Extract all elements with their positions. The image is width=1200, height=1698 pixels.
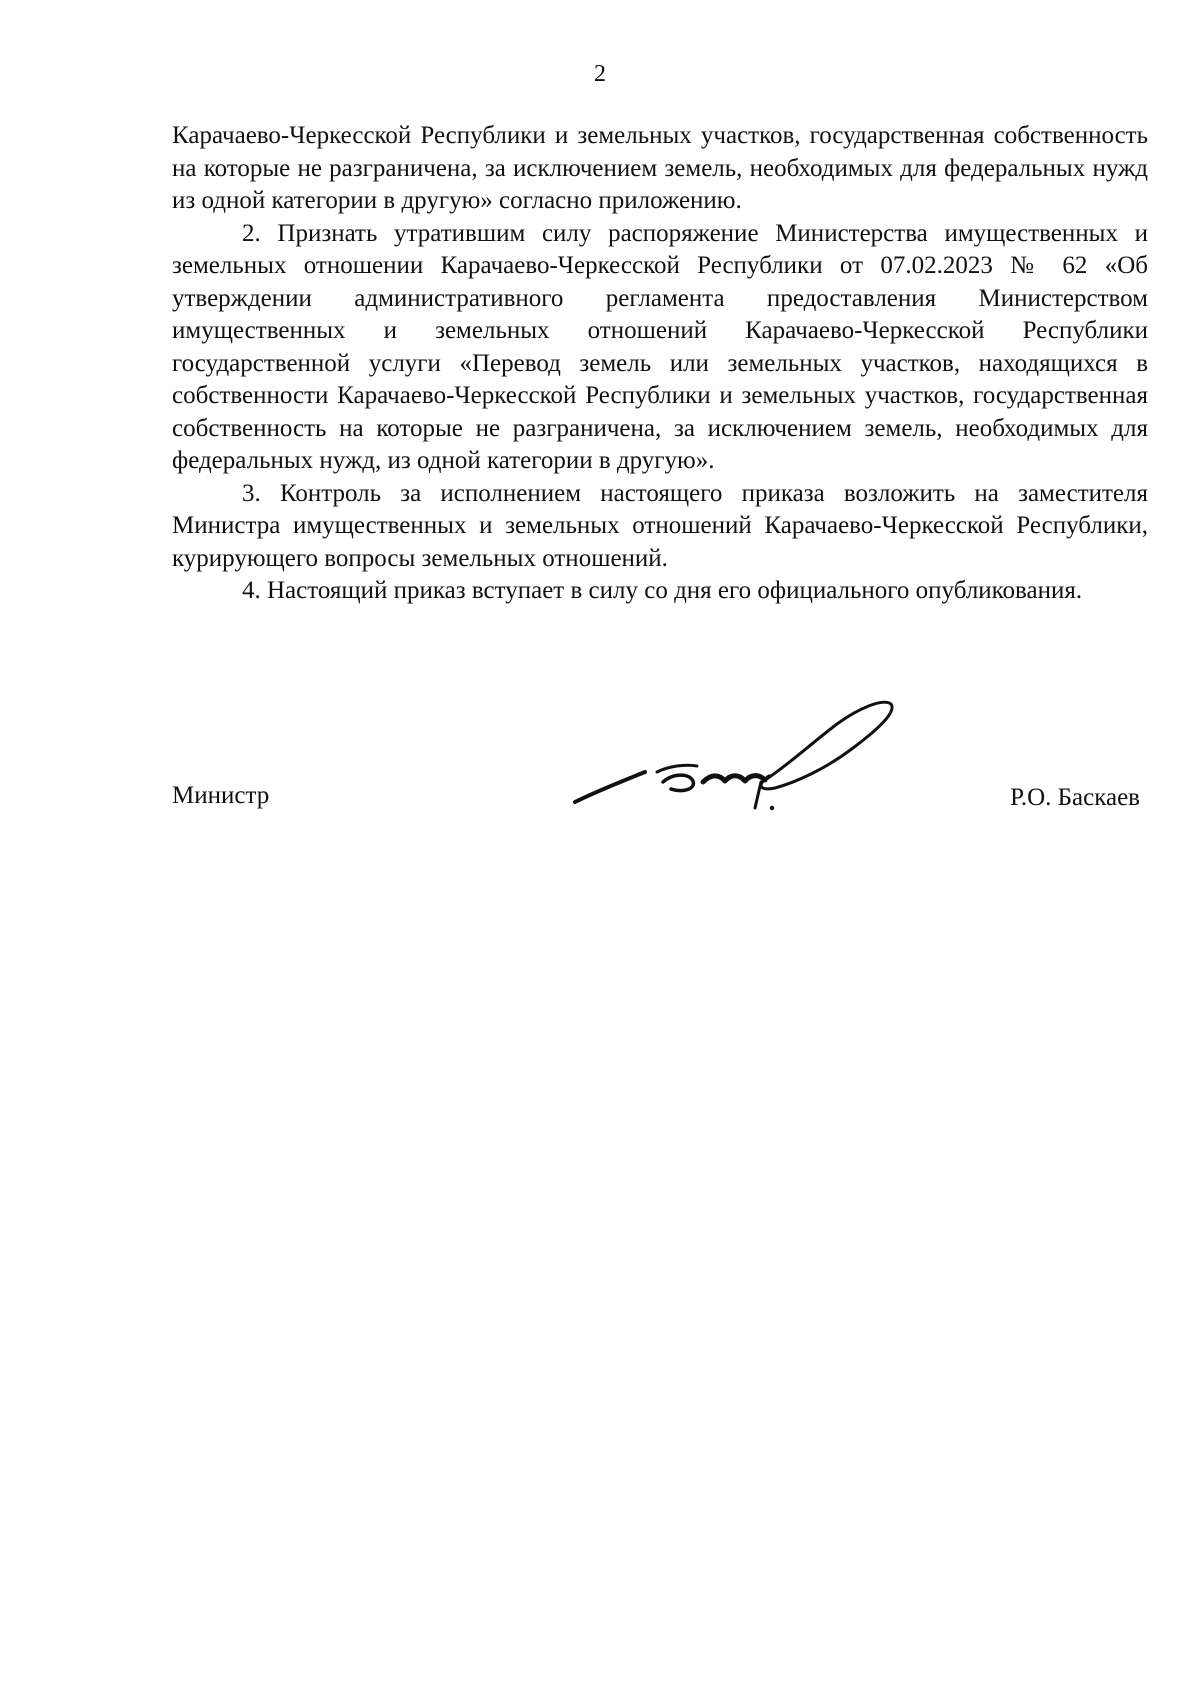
document-body	[172, 120, 1148, 608]
paragraph-item-3: 3. Контроль за исполнением настоящего приказа возложить на заместителя Министра имущественных и земельных отношений Карачаево-Черкесской Республики, курирующего вопросы земельных отношений.	[172, 479, 1148, 572]
page-number: 2	[594, 61, 606, 87]
paragraph-continuation: Карачаево-Черкесской Республики и земельных участков, государственная собственность на которые не разграничена, за исключением земель, необходимых для федеральных нужд из одной категории в другую» согласно приложению.	[172, 122, 1148, 214]
handwritten-signature	[565, 690, 955, 830]
paragraph-item-2: 2. Признать утратившим силу распоряжение Министерства имущественных и земельных отношении Карачаево-Черкесской Республики от 07.02.2023 № 62 «Об утверждении административного регламента предоставления Министерством имущественных и земельных отношений Карачаево-Черкесской Республики государственной услуги «Перевод земель или земельных участков, находящихся в собственности Карачаево-Черкесской Республики и земельных участков, государственная собственность на которые не разграничена, за исключением земель, необходимых для федеральных нужд, из одной категории в другую».	[172, 219, 1148, 474]
signatory-name: Р.О. Баскаев	[1010, 784, 1140, 811]
signatory-title: Министр	[172, 782, 270, 809]
paragraph-item-4: 4. Настоящий приказ вступает в силу со дня его официального опубликования.	[242, 577, 1083, 604]
